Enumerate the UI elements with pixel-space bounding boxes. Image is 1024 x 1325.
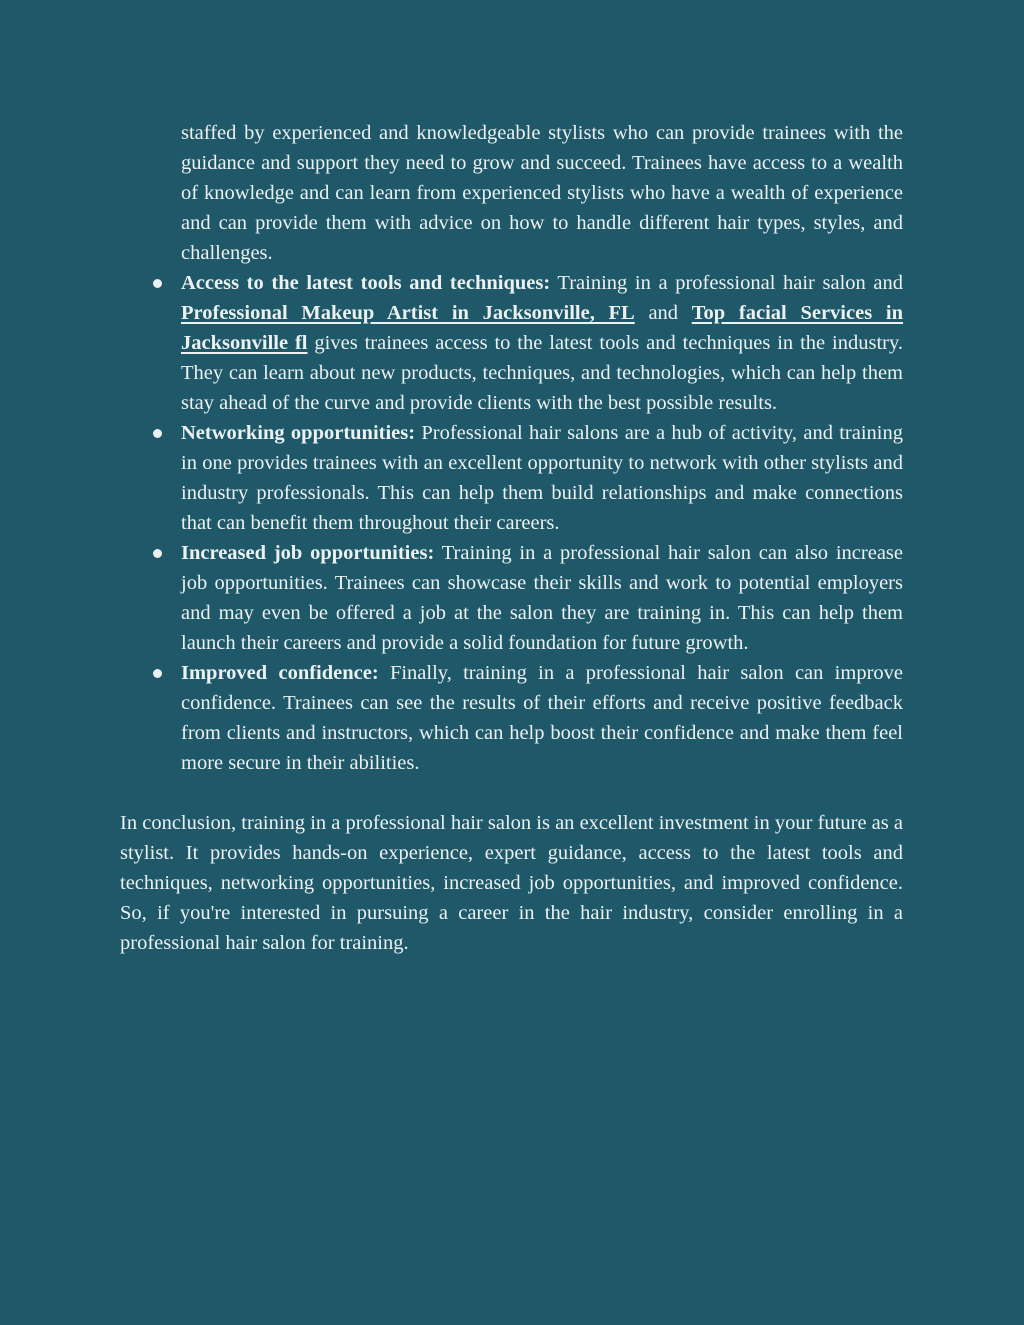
list-item-text: and bbox=[634, 302, 692, 324]
list-item-job-opportunities bbox=[181, 538, 903, 658]
list-item-text: Finally, training in a professional hair salon can improve confidence. Trainees can see the results of their efforts and receive positive feedback from clients and instructors, which can help boost their confidence and make them feel more secure in their abilities. bbox=[181, 662, 903, 774]
facial-services-link[interactable]: Top facial Services in Jacksonville fl bbox=[181, 302, 903, 354]
list-item-confidence bbox=[181, 658, 903, 778]
list-item-tools-techniques bbox=[181, 268, 903, 418]
bullet-icon bbox=[153, 549, 162, 558]
benefits-list bbox=[120, 268, 903, 778]
list-item-title: Improved confidence: bbox=[181, 662, 379, 684]
bullet-icon bbox=[153, 669, 162, 678]
list-item-text: gives trainees access to the latest tools and techniques in the industry. They can learn about new products, techniques, and technologies, which can help them stay ahead of the curve and provide clients with the best possible results. bbox=[181, 332, 904, 414]
list-item-title: Increased job opportunities: bbox=[181, 542, 435, 564]
makeup-artist-link[interactable]: Professional Makeup Artist in Jacksonville, FL bbox=[181, 302, 635, 324]
document-body bbox=[120, 118, 903, 958]
list-item-networking bbox=[181, 418, 903, 538]
continuation-paragraph: staffed by experienced and knowledgeable stylists who can provide trainees with the guidance and support they need to grow and succeed. Trainees have access to a wealth of knowledge and can learn from experienced stylists who have a wealth of experience and can provide them with advice on how to handle different hair types, styles, and challenges. bbox=[181, 122, 903, 264]
list-item-text: Professional hair salons are a hub of activity, and training in one provides trainees with an excellent opportunity to network with other stylists and industry professionals. This can help them build relationships and make connections that can benefit them throughout their careers. bbox=[181, 422, 903, 534]
bullet-icon bbox=[153, 429, 162, 438]
list-item-title: Access to the latest tools and techniques: bbox=[181, 272, 551, 294]
list-item-text: Training in a professional hair salon can also increase job opportunities. Trainees can showcase their skills and work to potential employers and may even be offered a job at the salon they are training in. This can help them launch their careers and provide a solid foundation for future growth. bbox=[181, 542, 904, 654]
bullet-icon bbox=[153, 279, 162, 288]
list-item-text: Training in a professional hair salon and bbox=[550, 272, 903, 294]
list-item-title: Networking opportunities: bbox=[181, 422, 416, 444]
conclusion-paragraph: In conclusion, training in a professional hair salon is an excellent investment in your future as a stylist. It provides hands-on experience, expert guidance, access to the latest tools and techniques, networking opportunities, increased job opportunities, and improved confidence. So, if you're interested in pursuing a career in the hair industry, consider enrolling in a professional hair salon for training. bbox=[120, 812, 903, 954]
